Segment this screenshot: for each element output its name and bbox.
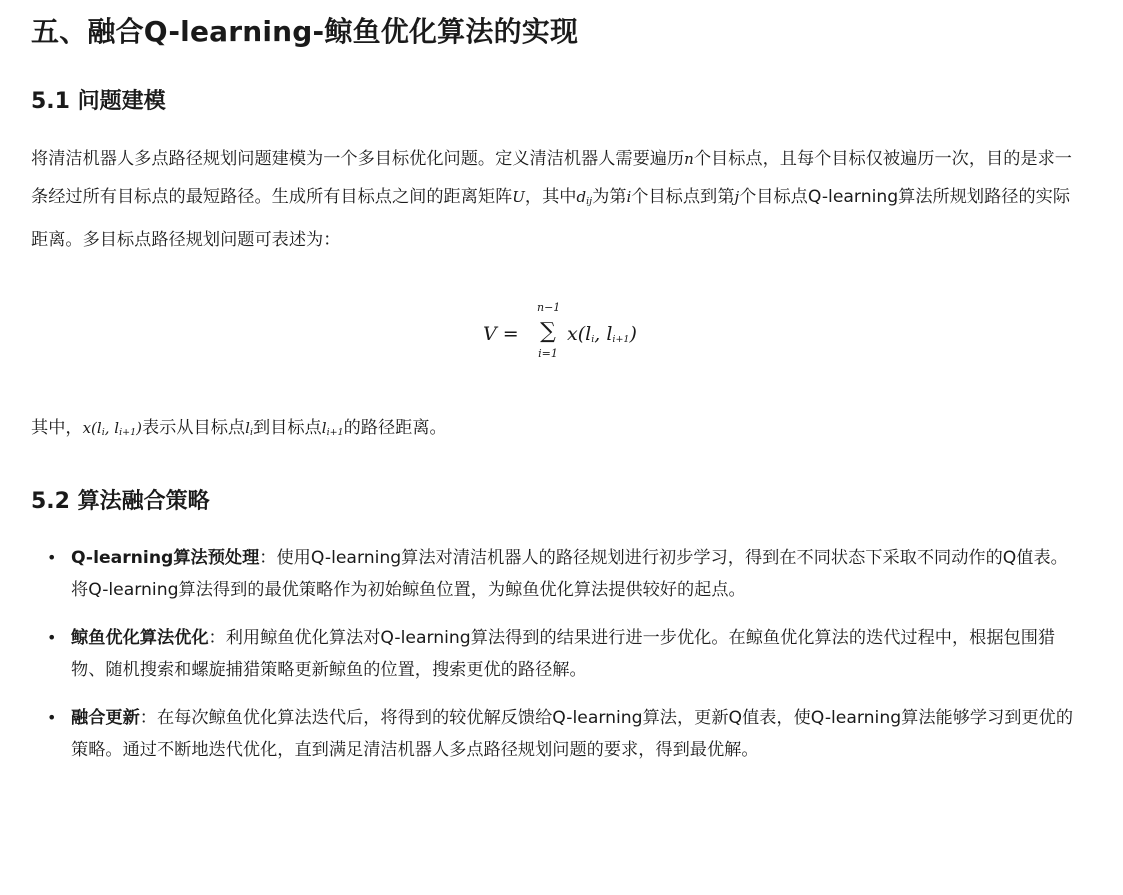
intro-text-4: 为第 xyxy=(592,187,627,207)
var-l-i-plus-1: $l_{i+1}$ xyxy=(321,419,344,438)
sum-lower-limit: i=1 xyxy=(538,347,558,360)
strategy-list xyxy=(31,542,1083,766)
rhs-subscript-1: i xyxy=(591,334,595,345)
var-i: i xyxy=(626,188,632,206)
intro-text-6: 个目标点Q-learning算法所规划路径的实际距离。多目标点路径规划问题可表述为： xyxy=(31,187,1071,250)
intro-text-5: 个目标点到第 xyxy=(631,187,735,207)
var-l-i: $l_i$ xyxy=(245,419,253,438)
section-heading-problem-modeling: 5.1 问题建模 xyxy=(31,89,166,114)
list-item xyxy=(71,702,1083,766)
list-item-text: ：使用Q-learning算法对清洁机器人的路径规划进行初步学习，得到在不同状态下采取不同动作的Q值表。将Q-learning算法得到的最优策略作为初始鲸鱼位置，为鲸鱼优化算法提供较好的起点。 xyxy=(71,548,1068,600)
var-d-subscript: ij xyxy=(586,196,593,207)
objective-formula xyxy=(31,301,1083,409)
intro-text-2: 个目标点，且每个目标仅被遍历一次，目的是求一条经过所有目标点的最短路径。生成所有目标点之间的距离矩阵 xyxy=(31,149,1072,207)
section-heading-fusion-strategy: 5.2 算法融合策略 xyxy=(31,489,210,514)
intro-text-1: 将清洁机器人多点路径规划问题建模为一个多目标优化问题。定义清洁机器人需要遍历 xyxy=(31,149,685,169)
formula-explanation xyxy=(31,409,1083,452)
sum-upper-limit: n−1 xyxy=(537,301,561,314)
var-U: U xyxy=(512,188,525,206)
formula-rhs: $x(l_i$, $l_{i+1}$) xyxy=(567,323,637,345)
after-text-4: 的路径距离。 xyxy=(343,418,447,438)
intro-text-3: ，其中 xyxy=(524,187,577,207)
sum-symbol: ∑ xyxy=(540,319,556,344)
var-j: j xyxy=(734,188,740,206)
var-n: n xyxy=(684,150,694,168)
formula-lhs: V = xyxy=(483,323,519,345)
list-item xyxy=(71,542,1083,606)
distance-expression: $x(l_i$, $l_{i+1}$) xyxy=(82,419,142,438)
list-item-term: 融合更新 xyxy=(71,708,140,728)
intro-paragraph xyxy=(31,140,1083,259)
list-item-text: ：利用鲸鱼优化算法对Q-learning算法得到的结果进行进一步优化。在鲸鱼优化算法的迭代过程中，根据包围猎物、随机搜索和螺旋捕猎策略更新鲸鱼的位置，搜索更优的路径解。 xyxy=(71,628,1056,680)
rhs-subscript-2: i+1 xyxy=(612,334,630,345)
page-title: 五、融合Q-learning-鲸鱼优化算法的实现 xyxy=(31,15,579,48)
list-item-term: 鲸鱼优化算法优化 xyxy=(71,628,209,648)
after-text-3: 到目标点 xyxy=(252,418,322,438)
list-item xyxy=(71,622,1083,686)
list-item-text: ：在每次鲸鱼优化算法迭代后，将得到的较优解反馈给Q-learning算法，更新Q值表，使Q-learning算法能够学习到更优的策略。通过不断地迭代优化，直到满足清洁机器人多点路径规划问题的要求，得到最优解。 xyxy=(71,708,1074,760)
list-item-term: Q-learning算法预处理 xyxy=(71,548,260,568)
summation xyxy=(537,301,559,361)
var-d: $d_{ij}$ xyxy=(576,188,593,207)
after-text-2: 表示从目标点 xyxy=(141,418,246,438)
after-text-1: 其中， xyxy=(31,418,83,438)
